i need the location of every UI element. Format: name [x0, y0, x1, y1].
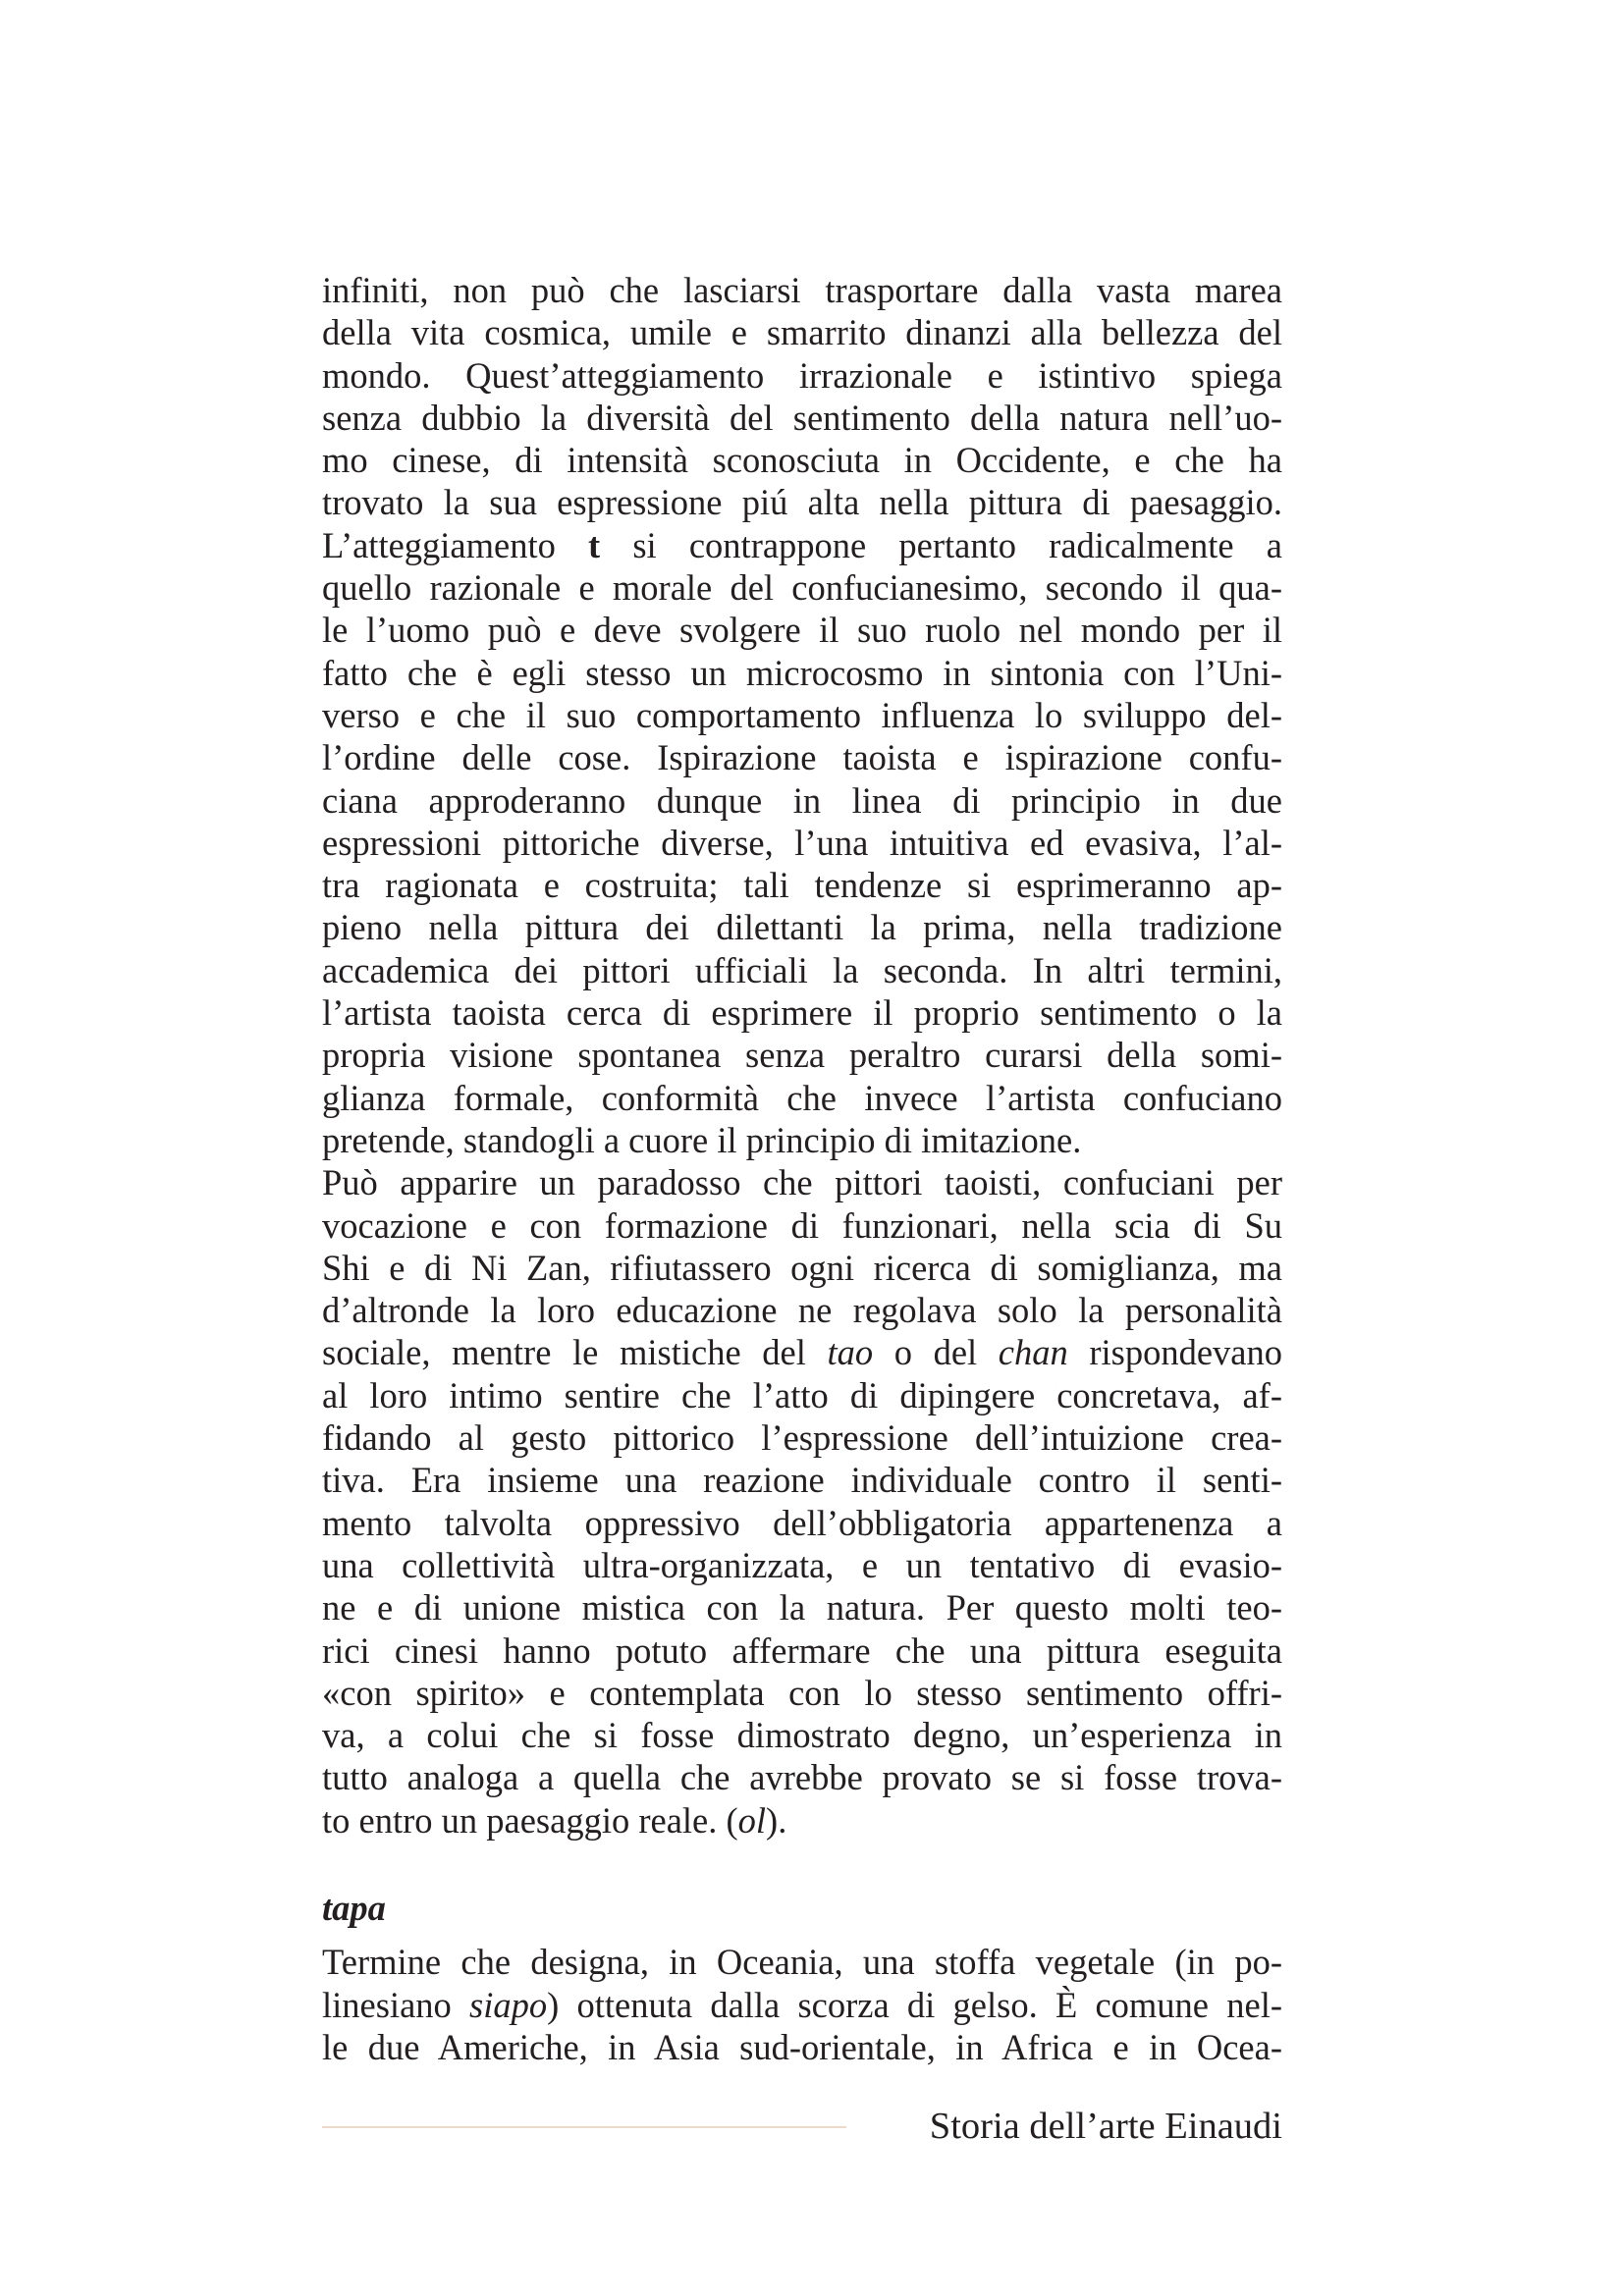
paragraph-3 [322, 1161, 1282, 1842]
text-line: pieno nella pittura dei dilettanti la prima, nella tradizione [322, 907, 1282, 948]
text-line: una collettività ultra-organizzata, e un tentativo di evasio- [322, 1544, 1282, 1585]
text-segment: L’atteggiamento [322, 524, 589, 565]
text-line [322, 1984, 1282, 2026]
text-line: ciana approderanno dunque in linea di principio in due [322, 779, 1282, 821]
text-line: va, a colui che si fosse dimostrato degno, un’esperienza in [322, 1715, 1282, 1756]
text-line [322, 1331, 1282, 1373]
text-line: Termine che designa, in Oceania, una stoffa vegetale (in po- [322, 1942, 1282, 1983]
bold-marker: t [588, 524, 601, 565]
entry-headword: tapa [322, 1887, 386, 1928]
paragraph-1 [322, 269, 1282, 524]
text-line: pretende, standogli a cuore il principio di imitazione. [322, 1119, 1082, 1160]
text-line: senza dubbio la diversità del sentimento della natura nell’uo- [322, 397, 1282, 438]
text-segment: rispondevano [1067, 1332, 1282, 1373]
text-line: glianza formale, conformità che invece l’artista confuciano [322, 1077, 1282, 1118]
italic-term: chan [998, 1332, 1068, 1373]
text-line: fatto che è egli stesso un microcosmo in sintonia con l’Uni- [322, 652, 1282, 693]
text-line: le l’uomo può e deve svolgere il suo ruolo nel mondo per il [322, 610, 1282, 651]
text-line: ne e di unione mistica con la natura. Per questo molti teo- [322, 1587, 1282, 1629]
text-line: d’altronde la loro educazione ne regolava solo la personalità [322, 1290, 1282, 1331]
text-line: trovato la sua espressione piú alta nella pittura di paesaggio. [322, 482, 1282, 523]
text-segment: ) ottenuta dalla scorza di gelso. È comune nel- [547, 1984, 1282, 2025]
text-line: Shi e di Ni Zan, rifiutassero ogni ricerca di somiglianza, ma [322, 1247, 1282, 1288]
text-line: le due Americhe, in Asia sud-orientale, in Africa e in Ocea- [322, 2026, 1282, 2067]
spacer [322, 1929, 1282, 1941]
footer-title: Storia dell’arte Einaudi [929, 2106, 1282, 2147]
text-segment: ). [766, 1799, 787, 1841]
text-segment: si contrappone pertanto radicalmente a [600, 524, 1282, 565]
text-line: mento talvolta oppressivo dell’obbligatoria appartenenza a [322, 1502, 1282, 1543]
text-line: tra ragionata e costruita; tali tendenze si esprimeranno ap- [322, 865, 1282, 906]
text-line: della vita cosmica, umile e smarrito dinanzi alla bellezza del [322, 312, 1282, 353]
text-line: quello razionale e morale del confucianesimo, secondo il qua- [322, 567, 1282, 609]
author-initials: ol [737, 1799, 767, 1841]
italic-term: tao [827, 1332, 874, 1373]
text-segment: linesiano [322, 1984, 470, 2025]
text-line: fidando al gesto pittorico l’espressione dell’intuizione crea- [322, 1417, 1282, 1459]
text-line: tutto analoga a quella che avrebbe provato se si fosse trova- [322, 1757, 1282, 1798]
text-line: Può apparire un paradosso che pittori taoisti, confuciani per [322, 1162, 1282, 1203]
paragraph-2 [322, 524, 1282, 1161]
text-line: verso e che il suo comportamento influenza lo sviluppo del- [322, 694, 1282, 735]
footer-rule [322, 2126, 846, 2128]
entry-tapa [322, 1887, 1282, 2068]
text-line: «con spirito» e contemplata con lo stesso sentimento offri- [322, 1672, 1282, 1713]
text-segment: sociale, mentre le mistiche del [322, 1332, 828, 1373]
text-line: espressioni pittoriche diverse, l’una intuitiva ed evasiva, l’al- [322, 822, 1282, 863]
text-line: rici cinesi hanno potuto affermare che una pittura eseguita [322, 1629, 1282, 1671]
text-line: propria visione spontanea senza peraltro curarsi della somi- [322, 1035, 1282, 1076]
text-line [322, 1799, 1282, 1842]
text-line: al loro intimo sentire che l’atto di dipingere concretava, af- [322, 1374, 1282, 1415]
body-text [322, 269, 1282, 2068]
italic-term: siapo [469, 1984, 548, 2025]
text-line: tiva. Era insieme una reazione individuale contro il senti- [322, 1460, 1282, 1501]
text-line: l’ordine delle cose. Ispirazione taoista e ispirazione confu- [322, 737, 1282, 778]
text-line: mo cinese, di intensità sconosciuta in Occidente, e che ha [322, 440, 1282, 481]
text-line: vocazione e con formazione di funzionari, nella scia di Su [322, 1204, 1282, 1246]
text-line: infiniti, non può che lasciarsi trasportare dalla vasta marea [322, 270, 1282, 310]
text-line: accademica dei pittori ufficiali la seconda. In altri termini, [322, 949, 1282, 990]
text-line: mondo. Quest’atteggiamento irrazionale e istintivo spiega [322, 354, 1282, 396]
text-segment: o del [873, 1332, 999, 1373]
page-footer [322, 2104, 1282, 2151]
text-segment: to entro un paesaggio reale. ( [322, 1799, 738, 1841]
spacer [322, 1842, 1282, 1887]
text-line [322, 524, 1282, 566]
text-line: l’artista taoista cerca di esprimere il proprio sentimento o la [322, 992, 1282, 1034]
